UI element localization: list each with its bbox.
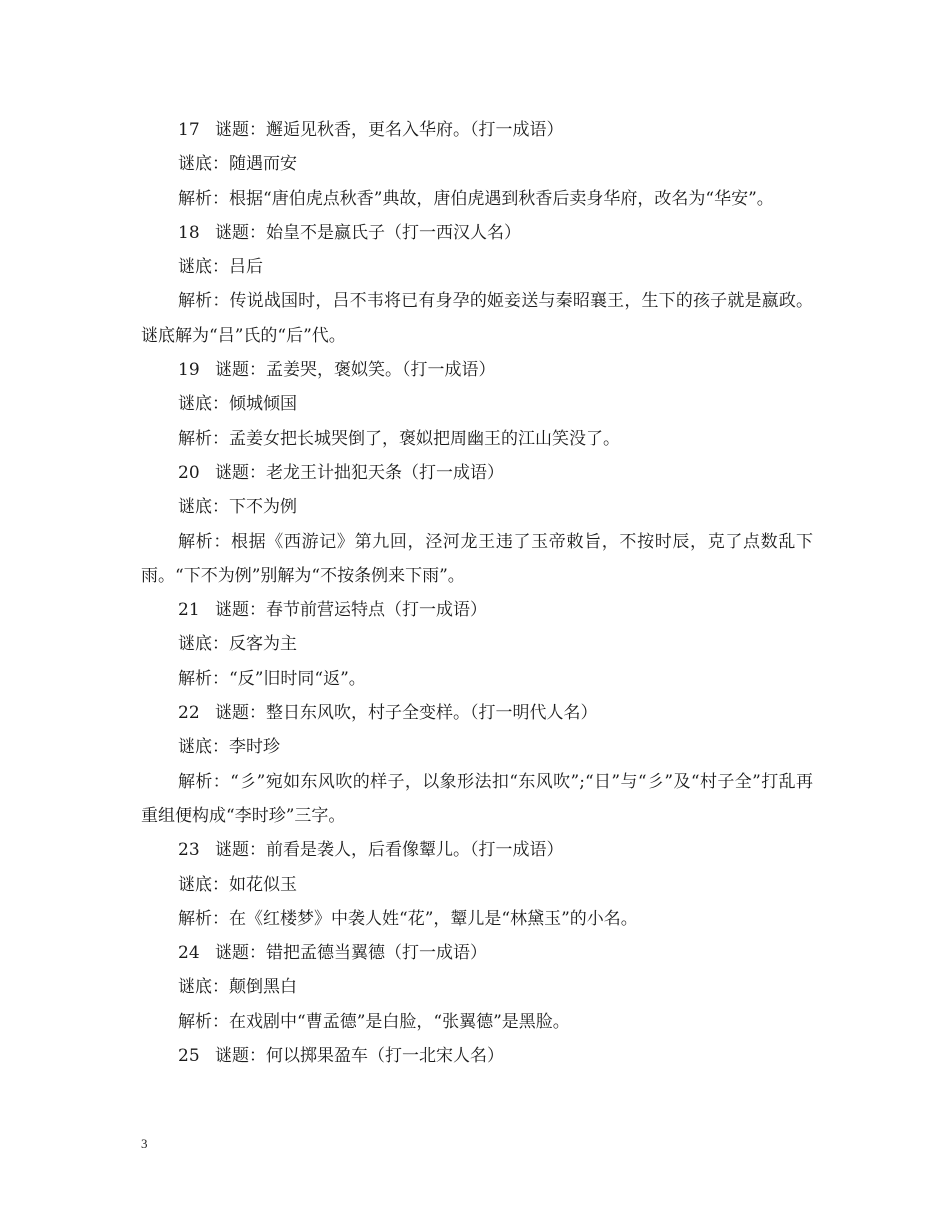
riddle-question-text: 谜题：何以掷果盈车（打一北宋人名） [215,1046,504,1067]
riddle-number: 18 [178,222,200,243]
riddle-number: 19 [178,360,200,381]
riddle-number: 24 [178,943,200,964]
riddle-answer: 谜底：倾城倾国 [178,394,297,415]
riddle-entry-18 [141,216,813,353]
riddle-analysis: 解析：传说战国时，吕不韦将已有身孕的姬妾送与秦昭襄王，生下的孩子就是嬴政。谜底解为“吕”氏的“后”代。 [141,291,813,346]
riddle-number: 25 [178,1046,200,1067]
riddle-question-text: 谜题：老龙王计拙犯天条（打一成语） [215,462,504,483]
riddle-question [141,936,813,970]
riddle-answer: 谜底：吕后 [178,257,263,278]
riddle-answer: 谜底：颠倒黑白 [178,977,297,998]
riddle-analysis: 解析：“彡”宛如东风吹的样子，以象形法扣“东风吹”;“日”与“彡”及“村子全”打乱再重组便构成“李时珍”三字。 [141,771,813,826]
riddle-question [141,113,813,147]
riddle-analysis: 解析：孟姜女把长城哭倒了，褒姒把周幽王的江山笑没了。 [178,428,620,449]
riddle-entry-23 [141,833,813,936]
riddle-question [141,216,813,250]
riddle-entry-17 [141,113,813,216]
riddle-list [141,113,813,1073]
riddle-analysis: 解析：在《红楼梦》中袭人姓“花”，颦儿是“林黛玉”的小名。 [178,908,638,929]
riddle-question [141,1039,813,1073]
riddle-question-text: 谜题：错把孟德当翼德（打一成语） [215,943,487,964]
riddle-question-text: 谜题：邂逅见秋香，更名入华府。（打一成语） [215,120,564,140]
riddle-question-text: 谜题：始皇不是嬴氏子（打一西汉人名） [215,222,521,243]
riddle-entry-21 [141,593,813,696]
riddle-number: 20 [178,462,200,483]
riddle-number: 22 [178,703,200,724]
riddle-number: 21 [178,600,200,621]
riddle-entry-25 [141,1039,813,1073]
riddle-analysis: 解析：根据《西游记》第九回，泾河龙王违了玉帝敕旨，不按时辰，克了点数乱下雨。“下不为例”别解为“不按条例来下雨”。 [141,531,813,586]
riddle-question [141,456,813,490]
riddle-entry-19 [141,353,813,456]
riddle-answer: 谜底：如花似玉 [178,874,297,895]
riddle-entry-20 [141,456,813,593]
riddle-analysis: 解析：“反”旧时同“返”。 [178,668,366,689]
riddle-number: 23 [178,840,200,861]
page-number: 3 [141,1136,148,1151]
riddle-question [141,353,813,387]
riddle-question-text: 谜题：整日东风吹，村子全变样。（打一明代人名） [215,703,598,724]
riddle-question-text: 谜题：春节前营运特点（打一成语） [215,600,487,621]
riddle-question-text: 谜题：孟姜哭，褒姒笑。（打一成语） [215,360,496,381]
riddle-entry-24 [141,936,813,1039]
riddle-question [141,696,813,730]
riddle-answer: 谜底：随遇而安 [178,154,297,175]
riddle-number: 17 [178,120,200,140]
riddle-analysis: 解析：在戏剧中“曹孟德”是白脸，“张翼德”是黑脸。 [178,1011,570,1032]
riddle-analysis: 解析：根据“唐伯虎点秋香”典故，唐伯虎遇到秋香后卖身华府，改名为“华安”。 [178,188,774,209]
riddle-question-text: 谜题：前看是袭人，后看像颦儿。（打一成语） [215,840,564,861]
riddle-answer: 谜底：下不为例 [178,497,297,518]
riddle-question [141,593,813,627]
riddle-answer: 谜底：李时珍 [178,737,280,758]
riddle-entry-22 [141,696,813,833]
riddle-answer: 谜底：反客为主 [178,634,297,655]
riddle-question [141,833,813,867]
